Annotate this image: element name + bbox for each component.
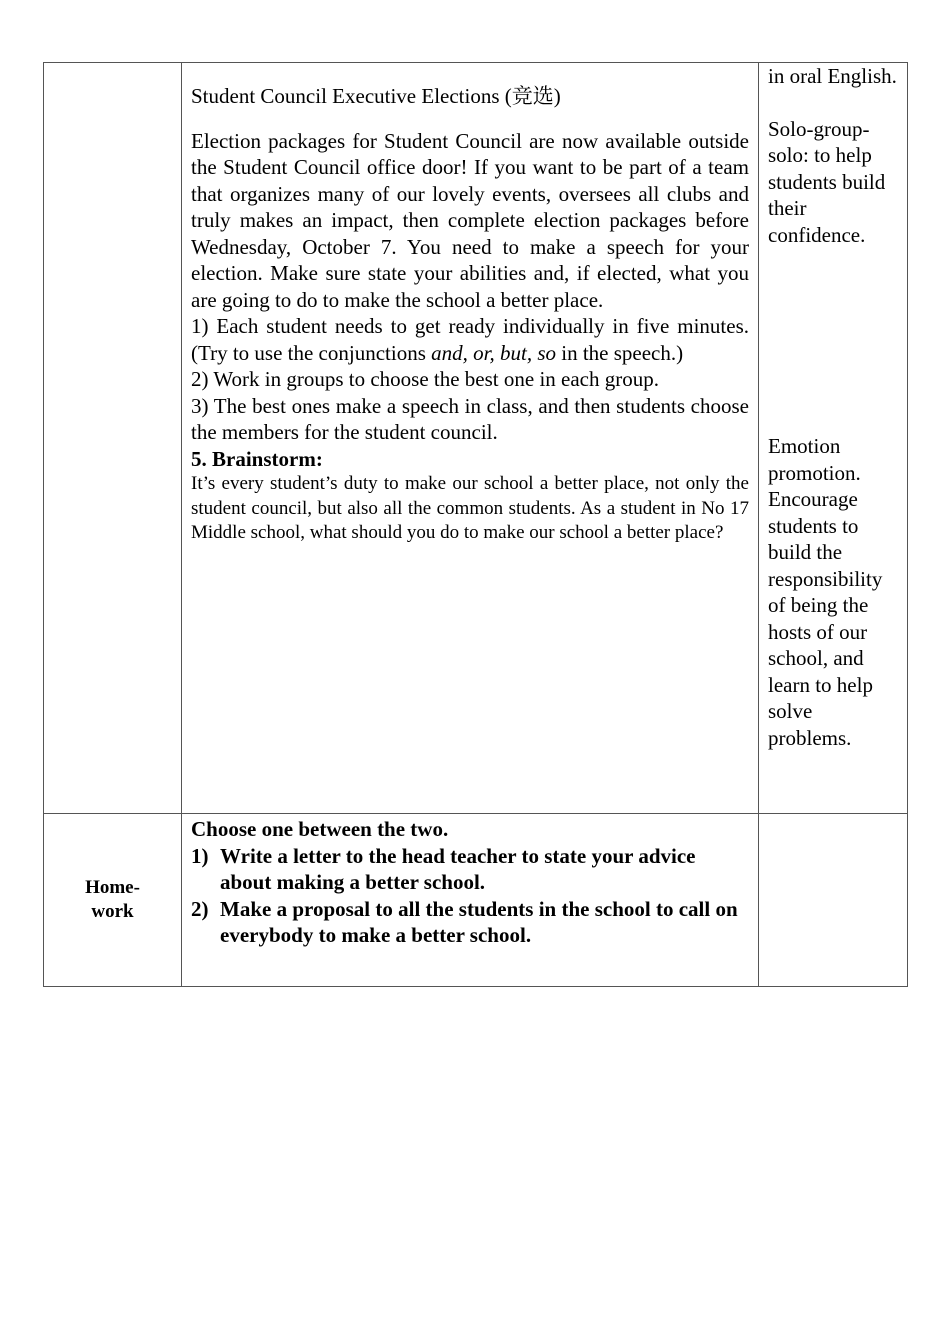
note-emotion-promotion: Emotion promotion. Encourage students to build the responsibility of being the hosts of our school, and learn to help solve problems.: [768, 434, 883, 750]
homework-content-cell: [182, 814, 759, 987]
step-3: 3) The best ones make a speech in class, and then students choose the members for the student council.: [191, 393, 749, 444]
note-solo-group-solo: Solo-group-solo: to help students build their confidence.: [768, 116, 886, 247]
step-1: [191, 313, 749, 366]
homework-item: [191, 843, 749, 896]
section-title: Student Council Executive Elections (竞选): [191, 84, 561, 108]
activity-content-cell: [182, 63, 759, 814]
homework-label-cell: [44, 814, 182, 987]
brainstorm-text: It’s every student’s duty to make our school a better place, not only the student council, but also all the common students. As a student in No 17 Middle school, what should you do to make our school a better place?: [191, 473, 749, 543]
activity-row: [44, 63, 908, 814]
homework-list: [191, 843, 749, 949]
homework-item-text: Make a proposal to all the students in the school to call on everybody to make a better school.: [220, 896, 738, 947]
step-1-end: in the speech.): [556, 340, 684, 365]
lesson-plan-table: [43, 62, 908, 987]
homework-item-text: Write a letter to the head teacher to state your advice about making a better school.: [220, 843, 696, 894]
step-2: 2) Work in groups to choose the best one in each group.: [191, 367, 659, 391]
homework-item: [191, 896, 749, 949]
homework-intro: Choose one between the two.: [191, 817, 449, 841]
homework-item-number: 1): [191, 843, 209, 868]
activity-label-cell: [44, 63, 182, 814]
activity-notes-cell: [759, 63, 908, 814]
step-1-start: 1) Each student needs to get ready individually in five minutes.(Try to use the conjunctions: [191, 314, 749, 365]
homework-label: Home-work: [85, 877, 140, 922]
homework-row: [44, 814, 908, 987]
homework-notes-cell: [759, 814, 908, 987]
homework-item-number: 2): [191, 896, 209, 921]
note-oral-english: in oral English.: [768, 64, 897, 88]
brainstorm-title: 5. Brainstorm:: [191, 446, 323, 471]
intro-paragraph: Election packages for Student Council are now available outside the Student Council office door! If you want to be part of a team that organizes many of our lovely events, oversees all clubs and truly makes an impact, then complete election packages before Wednesday, October 7. You need to make a speech for your election. Make sure state your abilities and, if elected, what you are going to do to make the school a better place.: [191, 128, 749, 312]
step-1-conjunctions: and, or, but, so: [431, 340, 556, 365]
